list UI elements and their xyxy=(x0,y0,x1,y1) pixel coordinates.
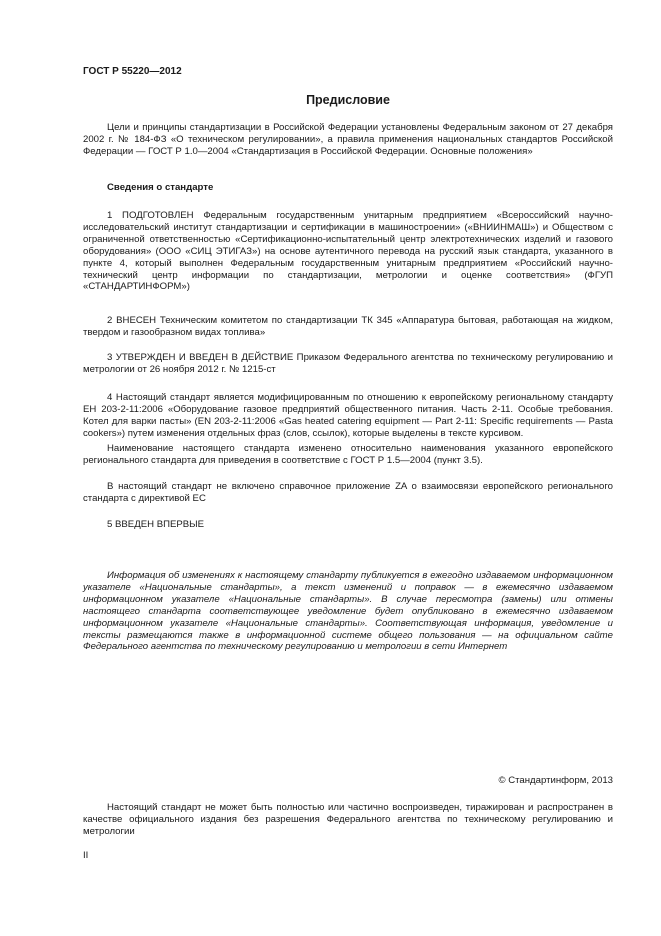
paragraph-2: 2 ВНЕСЕН Техническим комитетом по стандартизации ТК 345 «Аппаратура бытовая, работающая на жидком, твердом и газообразном видах топлива» xyxy=(83,315,613,338)
reproduction-notice: Настоящий стандарт не может быть полностью или частично воспроизведен, тиражирован и распространен в качестве официального издания без разрешения Федерального агентства по техническому регулированию и метрологии xyxy=(83,802,613,837)
paragraph-4: 4 Настоящий стандарт является модифицированным по отношению к европейскому региональному стандарту ЕН 203-2-11:2006 «Оборудование газовое предприятий общественного питания. Часть 2-11. Особые требования. Котел для варки пасты» (EN 203-2-11:2006 «Gas heated catering equipment — Part 2-11: Specific requirements — Pasta cookers») путем изменения отдельных фраз (слов, ссылок), которые выделены в тексте курсивом. xyxy=(83,392,613,439)
document-header: ГОСТ Р 55220—2012 xyxy=(83,66,182,77)
paragraph-4-annex: В настоящий стандарт не включено справочное приложение ZA о взаимосвязи европейского регионального стандарта с директивой ЕС xyxy=(83,481,613,504)
page-number: II xyxy=(83,850,89,861)
section-subtitle: Сведения о стандарте xyxy=(107,182,214,193)
paragraph-3: 3 УТВЕРЖДЕН И ВВЕДЕН В ДЕЙСТВИЕ Приказом Федерального агентства по техническому регулированию и метрологии от 26 ноября 2012 г. № 1215-ст xyxy=(83,352,613,375)
changes-info-paragraph: Информация об изменениях к настоящему стандарту публикуется в ежегодно издаваемом информационном указателе «Национальные стандарты», а текст изменений и поправок — в ежемесячно издаваемом информационном указателе «Национальные стандарты». В случае пересмотра (замены) или отмены настоящего стандарта соответствующее уведомление будет опубликовано в ежемесячно издаваемом информационном указателе «Национальные стандарты». Соответствующая информация, уведомление и тексты размещаются также в информационной системе общего пользования — на официальном сайте Федерального агентства по техническому регулированию и метрологии в сети Интернет xyxy=(83,570,613,653)
page-title: Предисловие xyxy=(306,93,390,107)
paragraph-1: 1 ПОДГОТОВЛЕН Федеральным государственным унитарным предприятием «Всероссийский научно-исследовательский институт стандартизации и сертификации в машиностроении» («ВНИИНМАШ») и Обществом с ограниченной ответственностью «Сертификационно-испытательный центр электротехнических изделий и газового оборудования» (ООО «СИЦ ЭТИГАЗ») на основе аутентичного перевода на русский язык стандарта, указанного в пункте 4, который выполнен Федеральным государственным унитарным предприятием «Российский научно-технический центр информации по стандартизации, метрологии и оценке соответствия» (ФГУП «СТАНДАРТИНФОРМ») xyxy=(83,210,613,293)
paragraph-4-name-change: Наименование настоящего стандарта изменено относительно наименования указанного европейского регионального стандарта для приведения в соответствие с ГОСТ Р 1.5—2004 (пункт 3.5). xyxy=(83,443,613,466)
copyright-line: © Стандартинформ, 2013 xyxy=(498,775,613,786)
paragraph-5: 5 ВВЕДЕН ВПЕРВЫЕ xyxy=(107,519,205,530)
intro-paragraph: Цели и принципы стандартизации в Российской Федерации установлены Федеральным законом от 27 декабря 2002 г. № 184-ФЗ «О техническом регулировании», а правила применения национальных стандартов Российской Федерации — ГОСТ Р 1.0—2004 «Стандартизация в Российской Федерации. Основные положения» xyxy=(83,122,613,157)
